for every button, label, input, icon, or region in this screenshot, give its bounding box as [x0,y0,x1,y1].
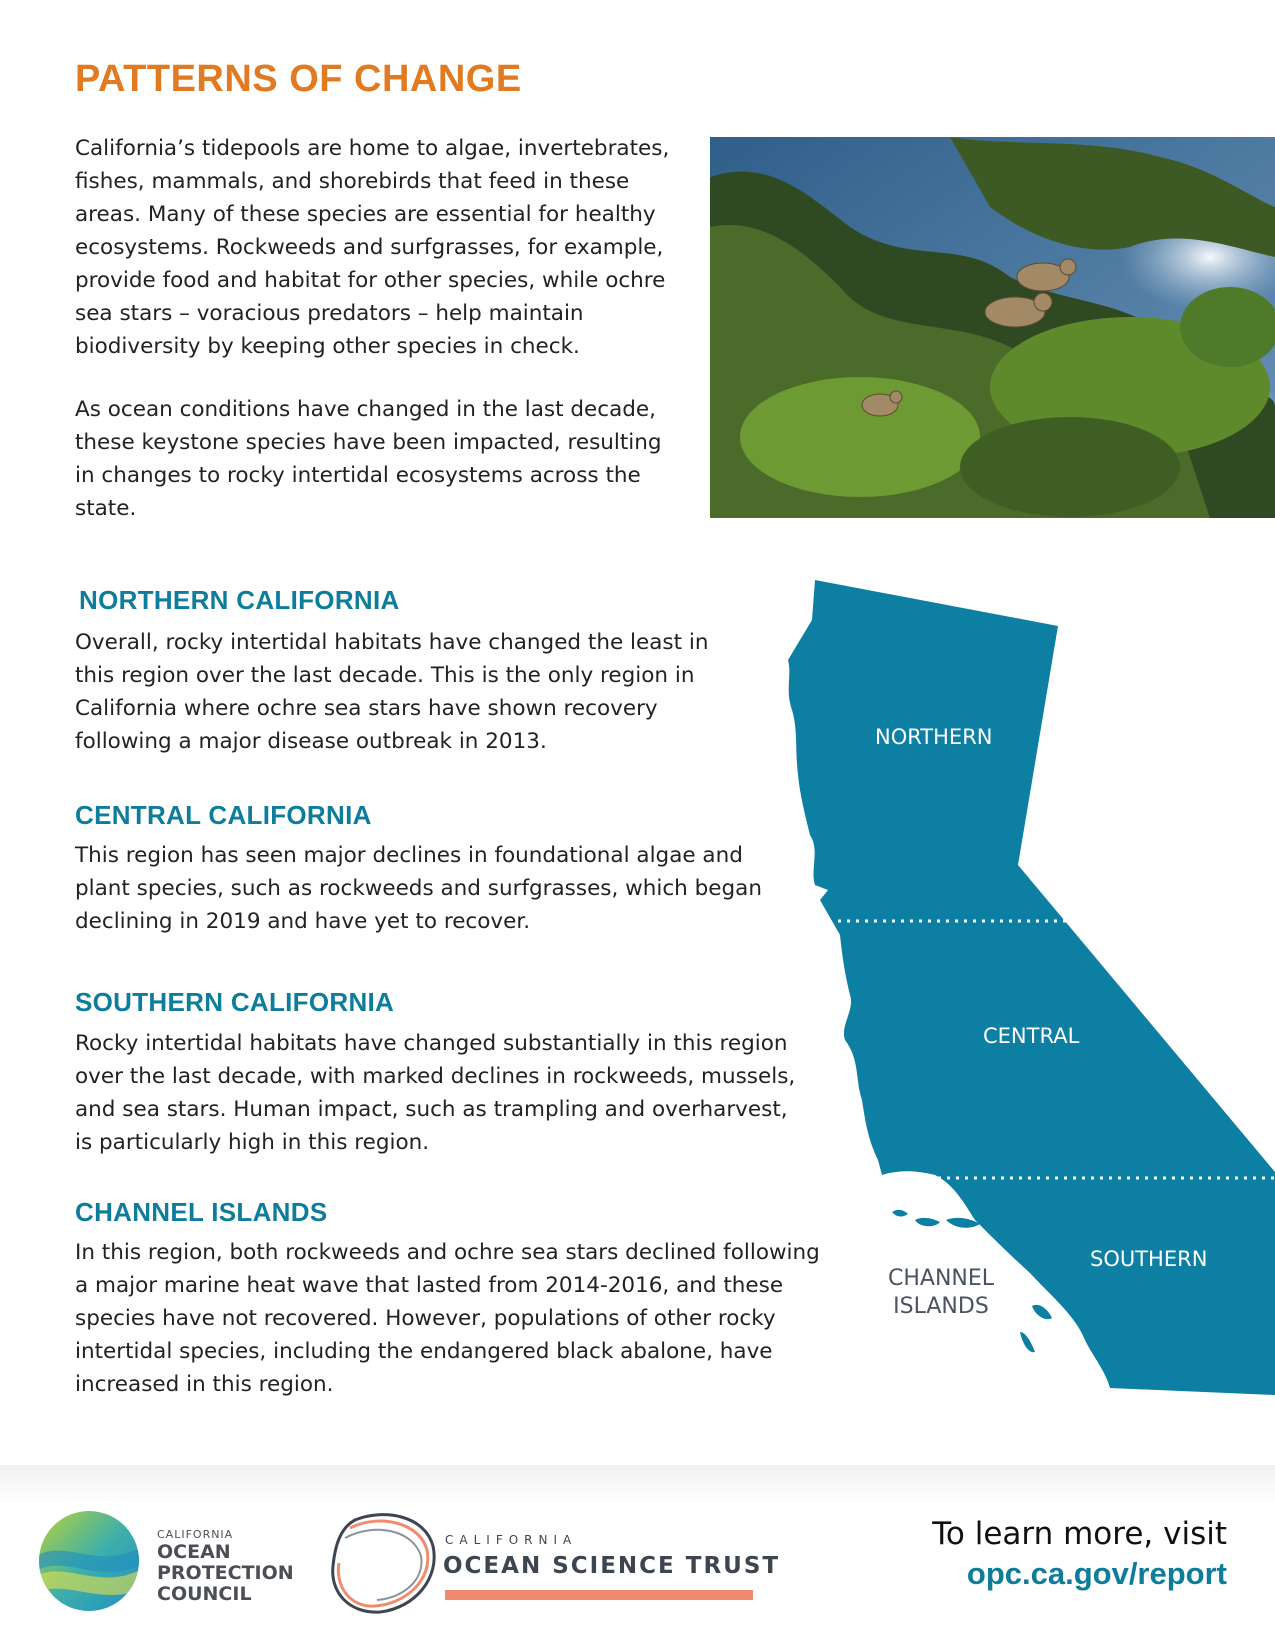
ost-accent-bar [445,1590,753,1600]
opc-wordmark-line3: PROTECTION [157,1562,294,1584]
ost-wordmark: OCEAN SCIENCE TRUST [443,1553,781,1579]
map-label-central: CENTRAL [983,1024,1080,1048]
map-label-channel-line2: ISLANDS [893,1294,989,1319]
ost-wordmark-small: CALIFORNIA [445,1533,578,1547]
map-label-channel-line1: CHANNEL [887,1266,995,1291]
channel-island-3 [892,1210,908,1217]
channel-islands-body: In this region, both rockweeds and ochre sea stars declined following a major marine heat wave that lasted from 2014-2016, and these species have not recovered. However, populations of other rocky intertidal species, including the endangered black abalone, have increased in this region. [75,1240,820,1397]
intro-paragraph-1: California’s tidepools are home to algae, invertebrates, fishes, mammals, and shorebirds that feed in these areas. Many of these species are essential for healthy ecosystems. Rockweeds and surfgrasses, for example, provide food and habitat for other species, while ochre sea stars – voracious predators – help maintain biodiversity by keeping other species in check. [75,136,670,359]
footer-divider [0,1465,1275,1505]
channel-island-5 [1020,1332,1035,1352]
opc-logo-icon [38,1510,140,1612]
page-title: PATTERNS OF CHANGE [75,58,522,100]
opc-wordmark-line2: OCEAN [157,1541,231,1563]
channel-island-4 [1032,1305,1052,1319]
intro-paragraph-2: As ocean conditions have changed in the last decade, these keystone species have been impacted, resulting in changes to rocky intertidal ecosystems across the state. [75,397,662,521]
tidepool-shorebirds-photo [710,137,1275,518]
california-mainland-shape [788,580,1275,1395]
ost-logo-icon [325,1508,440,1618]
california-region-map [770,580,1275,1410]
central-heading: CENTRAL CALIFORNIA [75,800,372,830]
map-label-southern: SOUTHERN [1090,1247,1208,1271]
channel-islands-heading: CHANNEL ISLANDS [75,1197,328,1227]
northern-body: Overall, rocky intertidal habitats have changed the least in this region over the last decade. This is the only region in California where ochre sea stars have shown recovery following a major disease outbreak in 2013. [75,630,709,754]
central-body: This region has seen major declines in foundational algae and plant species, such as rockweeds and surfgrasses, which began declining in 2019 and have yet to recover. [75,843,762,934]
opc-wordmark-line4: COUNCIL [157,1583,252,1605]
learn-more-text: To learn more, visit [932,1516,1227,1552]
channel-island-1 [915,1218,940,1226]
southern-body: Rocky intertidal habitats have changed substantially in this region over the last decade, with marked declines in rockweeds, mussels, and sea stars. Human impact, such as trampling and overharvest, is particularly high in this region. [75,1031,796,1155]
map-label-northern: NORTHERN [875,725,993,749]
report-link[interactable]: opc.ca.gov/report [966,1556,1227,1591]
southern-heading: SOUTHERN CALIFORNIA [75,987,395,1017]
opc-wordmark [157,1528,294,1605]
opc-wordmark-line1: CALIFORNIA [157,1528,234,1541]
northern-heading: NORTHERN CALIFORNIA [79,585,400,615]
